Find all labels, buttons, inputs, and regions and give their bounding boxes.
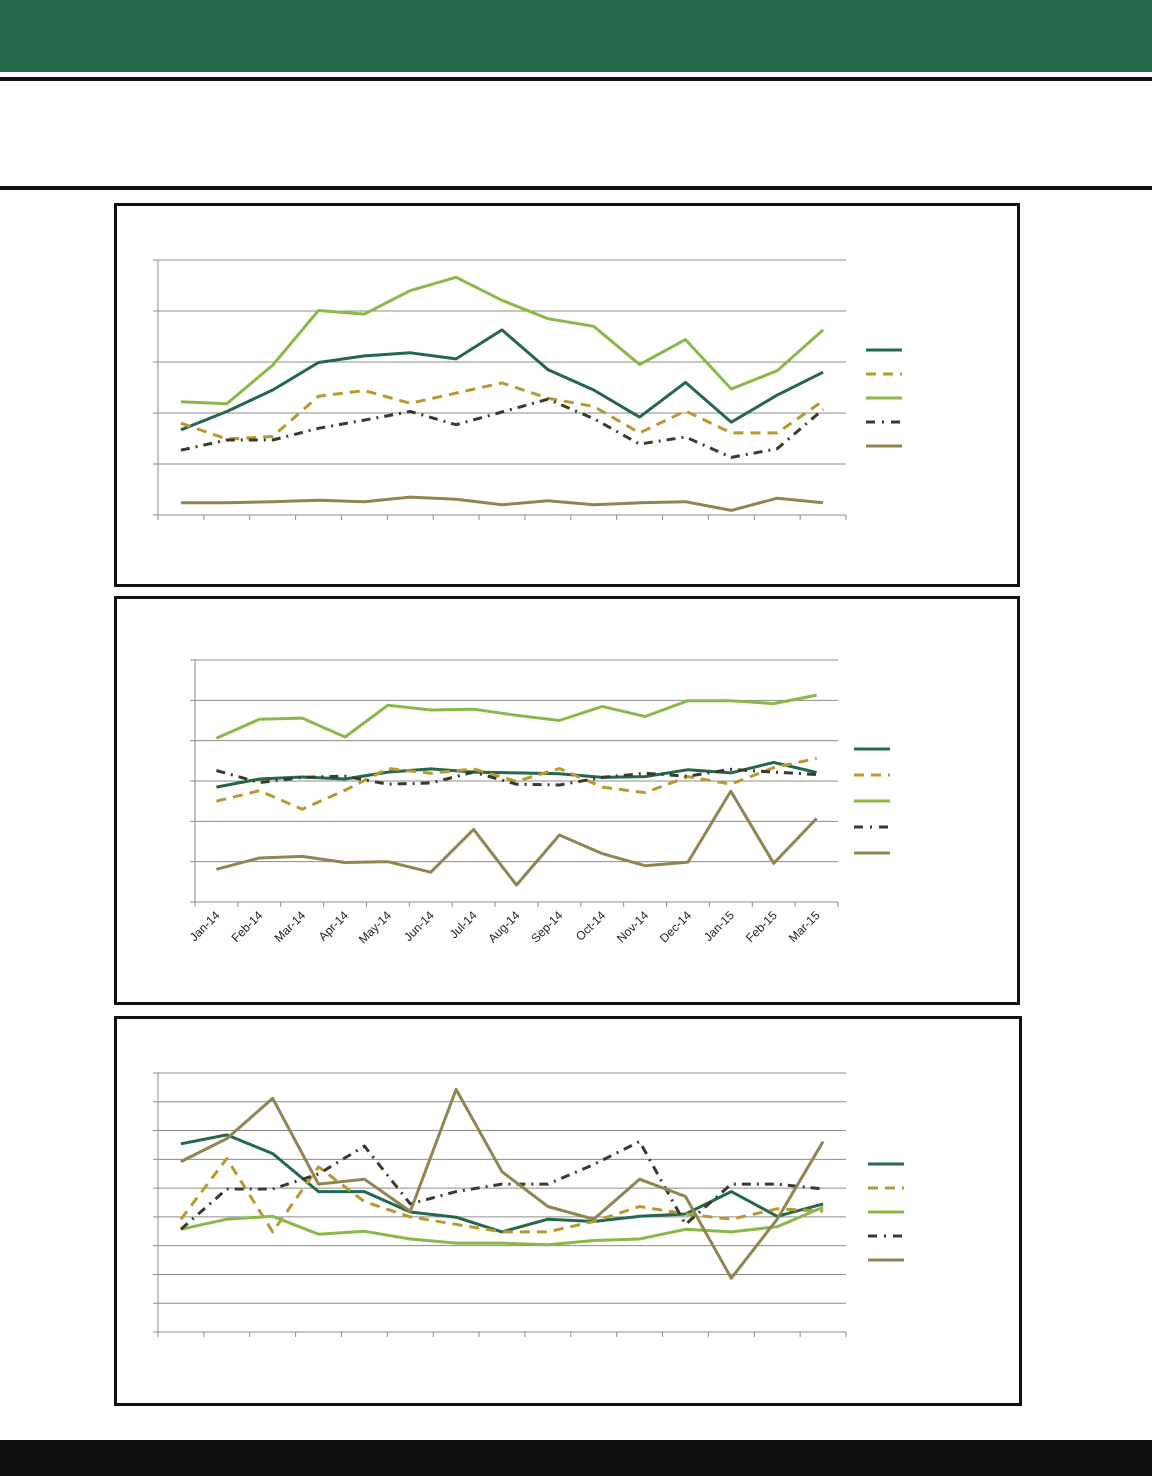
series-3-line [216,695,816,738]
x-tick-label: Jan-14 [186,908,223,945]
series-4-line [181,399,823,457]
x-tick-label: Feb-14 [228,908,266,946]
series-5-line [216,791,816,885]
x-tick-label: Mar-14 [271,908,309,946]
header-divider [0,77,1152,81]
chart-panel-1 [114,203,1020,587]
series-3-line [181,277,823,404]
x-tick-label: Aug-14 [485,908,523,946]
chart-1 [117,206,1023,590]
x-tick-label: Dec-14 [656,908,695,946]
x-tick-label: Nov-14 [613,908,652,946]
x-tick-label: May-14 [355,908,395,947]
x-tick-label: Sep-14 [528,908,566,946]
x-tick-label: Oct-14 [572,908,609,944]
series-1-line [181,330,823,430]
x-tick-label: Jul-14 [446,908,480,942]
title-divider [0,186,1152,190]
series-5-line [181,497,823,510]
header-bar [0,0,1152,72]
x-tick-label: Feb-15 [743,908,780,946]
chart-panel-2 [114,596,1020,1005]
series-4-line [181,1142,823,1230]
chart-panel-3 [114,1016,1022,1406]
x-tick-label: Jun-14 [401,908,437,945]
chart-2 [117,599,1023,1008]
footer-bar [0,1440,1152,1476]
x-tick-label: Jan-15 [701,908,737,945]
chart-3 [117,1019,1025,1409]
x-tick-label: Mar-15 [785,908,823,946]
x-tick-label: Apr-14 [315,908,352,944]
